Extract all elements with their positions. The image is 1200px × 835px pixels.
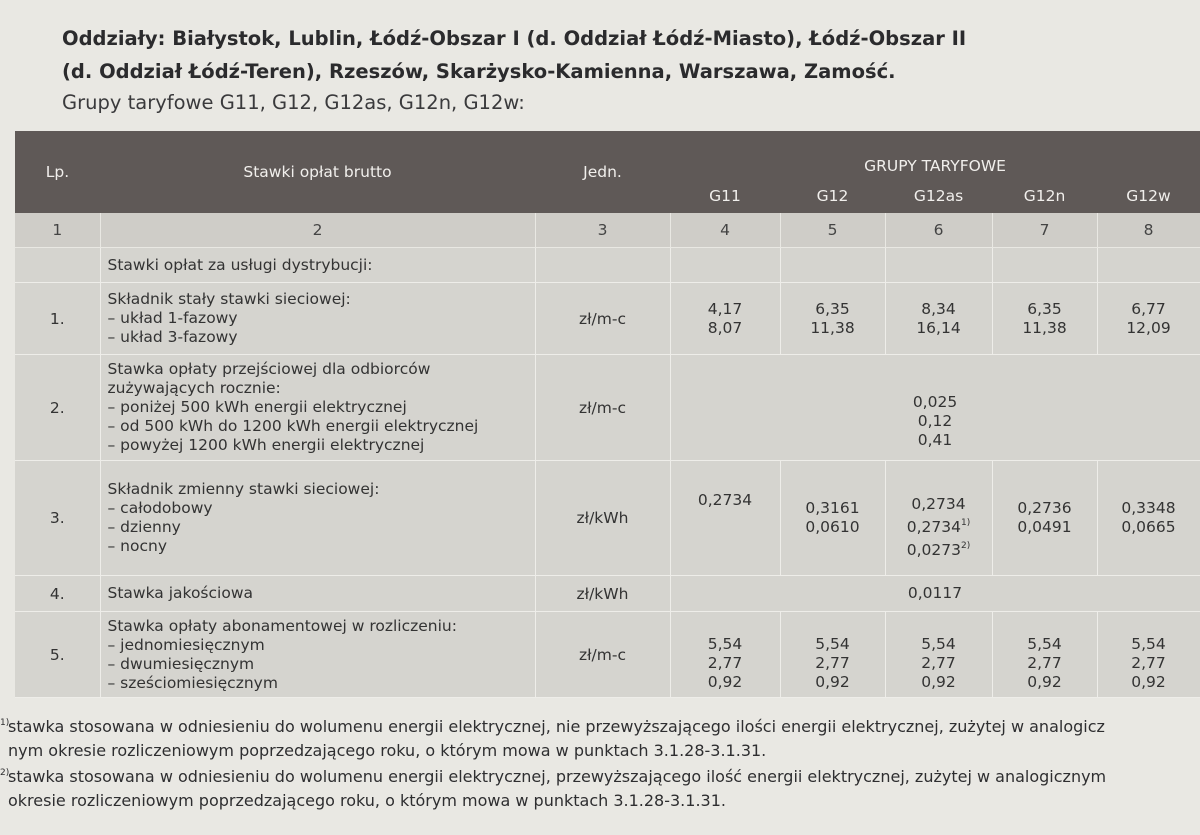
- footnote-1: 1)stawka stosowana w odniesieniu do wolumenu energii elektrycznej, nie przewyższającego ilości energii elektrycznej, zużytej w analogicz: [0, 712, 1200, 739]
- row-unit: zł/kWh: [535, 461, 670, 576]
- value-g12as: 0,2734 0,2734$^{1)}$ 0,0273$^{2)}$: [885, 461, 992, 576]
- header-unit: Jedn.: [535, 131, 670, 213]
- value-g12: 6,35 11,38: [780, 283, 885, 355]
- footnote-ref-1: 1): [961, 517, 971, 528]
- row-unit: zł/m-c: [535, 612, 670, 698]
- colnum: 1: [15, 213, 100, 248]
- colnum: 8: [1097, 213, 1200, 248]
- header-lp: Lp.: [15, 131, 100, 213]
- value-g11: 4,17 8,07: [670, 283, 780, 355]
- colnum: 4: [670, 213, 780, 248]
- column-numbers-row: [15, 213, 1200, 248]
- value-g12as: 8,34 16,14: [885, 283, 992, 355]
- branches-line-1: Oddziały: Białystok, Lublin, Łódź-Obszar I (d. Oddział Łódź-Miasto), Łódź-Obszar II: [62, 27, 967, 50]
- row-lp: 2.: [15, 355, 100, 461]
- colnum: 6: [885, 213, 992, 248]
- value-g11: 5,54 2,77 0,92: [670, 612, 780, 698]
- branches-line-2: (d. Oddział Łódź-Teren), Rzeszów, Skarżysko-Kamienna, Warszawa, Zamość.: [62, 60, 896, 83]
- row-unit: zł/m-c: [535, 283, 670, 355]
- tariff-groups-title: Grupy taryfowe G11, G12, G12as, G12n, G12w:: [62, 91, 525, 114]
- header-rates: Stawki opłat brutto: [100, 131, 535, 213]
- header-g12n: G12n: [992, 179, 1097, 213]
- value-g11: 0,2734: [670, 461, 780, 576]
- row-unit: zł/kWh: [535, 576, 670, 612]
- row-lp: 4.: [15, 576, 100, 612]
- row-description: Składnik zmienny stawki sieciowej: – całodobowy – dzienny – nocny: [100, 461, 535, 576]
- tariff-rates-table: [15, 131, 1200, 698]
- row-description: Składnik stały stawki sieciowej: – układ 1-fazowy – układ 3-fazowy: [100, 283, 535, 355]
- row-lp: 5.: [15, 612, 100, 698]
- row-unit: zł/m-c: [535, 355, 670, 461]
- footnote-mark: 2): [0, 768, 10, 778]
- colnum: 3: [535, 213, 670, 248]
- colnum: 7: [992, 213, 1097, 248]
- header-g12as: G12as: [885, 179, 992, 213]
- row-description: Stawka opłaty przejściowej dla odbiorców zużywających rocznie: – poniżej 500 kWh energii elektrycznej – od 500 kWh do 1200 kWh energii elektrycznej – powyżej 1200 kWh energii elektrycznej: [100, 355, 535, 461]
- value-g12w: 6,77 12,09: [1097, 283, 1200, 355]
- colnum: 5: [780, 213, 885, 248]
- value-g12: 5,54 2,77 0,92: [780, 612, 885, 698]
- value-g12w: 0,3348 0,0665: [1097, 461, 1200, 576]
- value-all-groups: 0,025 0,12 0,41: [670, 355, 1200, 461]
- row-lp: 1.: [15, 283, 100, 355]
- table-row: [15, 576, 1200, 612]
- footnote-2: 2)stawka stosowana w odniesieniu do wolumenu energii elektrycznej, przewyższającego ilość energii elektrycznej, zużytej w analogicznym: [0, 762, 1200, 789]
- value-g12w: 5,54 2,77 0,92: [1097, 612, 1200, 698]
- footnotes: [0, 712, 1200, 812]
- footnote-2-continued: okresie rozliczeniowym poprzedzającego roku, o którym mowa w punktach 3.1.28-3.1.31.: [8, 790, 726, 810]
- header-g12: G12: [780, 179, 885, 213]
- value-g12: 0,3161 0,0610: [780, 461, 885, 576]
- table-row: [15, 248, 1200, 283]
- value-g12n: 6,35 11,38: [992, 283, 1097, 355]
- header-g12w: G12w: [1097, 179, 1200, 213]
- value-all-groups: 0,0117: [670, 576, 1200, 612]
- table-row: [15, 612, 1200, 698]
- row-description: Stawka opłaty abonamentowej w rozliczeniu: – jednomiesięcznym – dwumiesięcznym – sześciomiesięcznym: [100, 612, 535, 698]
- document-header: [62, 22, 1182, 118]
- header-g11: G11: [670, 179, 780, 213]
- colnum: 2: [100, 213, 535, 248]
- value-g12as: 5,54 2,77 0,92: [885, 612, 992, 698]
- header-tariff-groups: GRUPY TARYFOWE: [670, 131, 1200, 179]
- table-row: [15, 283, 1200, 355]
- table-row: [15, 461, 1200, 576]
- table-row: [15, 355, 1200, 461]
- footnote-ref-2: 2): [961, 540, 971, 551]
- section-title: Stawki opłat za usługi dystrybucji:: [100, 248, 535, 283]
- row-lp: 3.: [15, 461, 100, 576]
- footnote-1-continued: nym okresie rozliczeniowym poprzedzającego roku, o którym mowa w punktach 3.1.28-3.1.31.: [8, 740, 767, 760]
- value-g12n: 0,2736 0,0491: [992, 461, 1097, 576]
- value-g12n: 5,54 2,77 0,92: [992, 612, 1097, 698]
- row-description: Stawka jakościowa: [100, 576, 535, 612]
- footnote-mark: 1): [0, 718, 10, 728]
